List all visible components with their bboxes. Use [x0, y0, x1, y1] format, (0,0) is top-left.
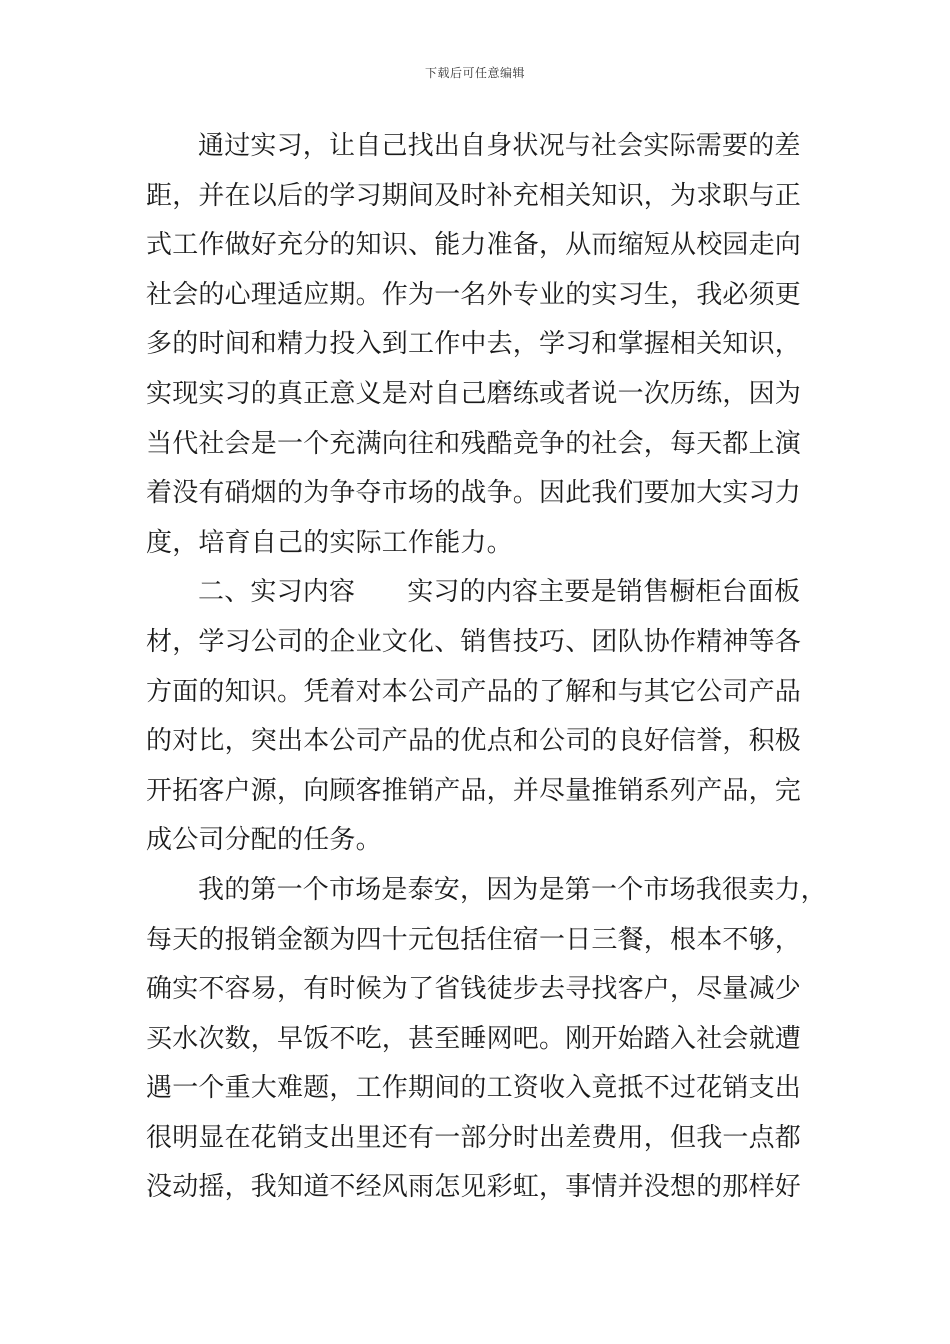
text-line: 确实不容易，有时候为了省钱徒步去寻找客户，尽量减少 — [146, 974, 802, 1005]
text-line: 开拓客户源，向顾客推销产品，并尽量推销系列产品，完 — [146, 775, 802, 806]
text-line: 我的第一个市场是泰安，因为是第一个市场我很卖力， — [198, 874, 827, 905]
section-heading: 二、实习内容 — [198, 577, 356, 608]
text-line: 方面的知识。凭着对本公司产品的了解和与其它公司产品 — [146, 676, 802, 707]
text-line: 社会的心理适应期。作为一名外专业的实习生，我必须更 — [146, 279, 802, 310]
paragraph-internship-purpose — [146, 122, 826, 568]
text-line: 式工作做好充分的知识、能力准备，从而缩短从校园走向 — [146, 230, 802, 261]
text-line: 度，培育自己的实际工作能力。 — [146, 527, 513, 558]
text-line: 很明显在花销支出里还有一部分时出差费用，但我一点都 — [146, 1122, 802, 1153]
text-span: 实习的内容主要是销售橱柜台面板 — [407, 577, 801, 608]
text-line: 每天的报销金额为四十元包括住宿一日三餐，根本不够， — [146, 924, 802, 955]
paragraph-internship-content — [146, 568, 826, 866]
text-line: 多的时间和精力投入到工作中去，学习和掌握相关知识， — [146, 329, 802, 360]
paragraph-first-market — [146, 866, 826, 1213]
text-line: 的对比，突出本公司产品的优点和公司的良好信誉，积极 — [146, 726, 802, 757]
text-line: 通过实习，让自己找出自身状况与社会实际需要的差 — [198, 131, 801, 161]
text-line: 实现实习的真正意义是对自己磨练或者说一次历练，因为 — [146, 378, 802, 409]
text-line: 成公司分配的任务。 — [146, 825, 382, 856]
text-line: 遇一个重大难题，工作期间的工资收入竟抵不过花销支出 — [146, 1073, 802, 1104]
page-header: 下载后可任意编辑 — [424, 66, 525, 80]
document-body — [146, 122, 826, 1213]
text-line: 没动摇，我知道不经风雨怎见彩虹，事情并没想的那样好 — [146, 1172, 802, 1203]
text-line: 当代社会是一个充满向往和残酷竞争的社会，每天都上演 — [146, 428, 802, 459]
text-line — [146, 568, 826, 618]
text-line: 距，并在以后的学习期间及时补充相关知识，为求职与正 — [146, 180, 802, 211]
text-line: 材，学习公司的企业文化、销售技巧、团队协作精神等各 — [146, 626, 802, 657]
text-line: 买水次数，早饭不吃，甚至睡网吧。刚开始踏入社会就遭 — [146, 1023, 802, 1054]
text-line: 着没有硝烟的为争夺市场的战争。因此我们要加大实习力 — [146, 478, 802, 509]
